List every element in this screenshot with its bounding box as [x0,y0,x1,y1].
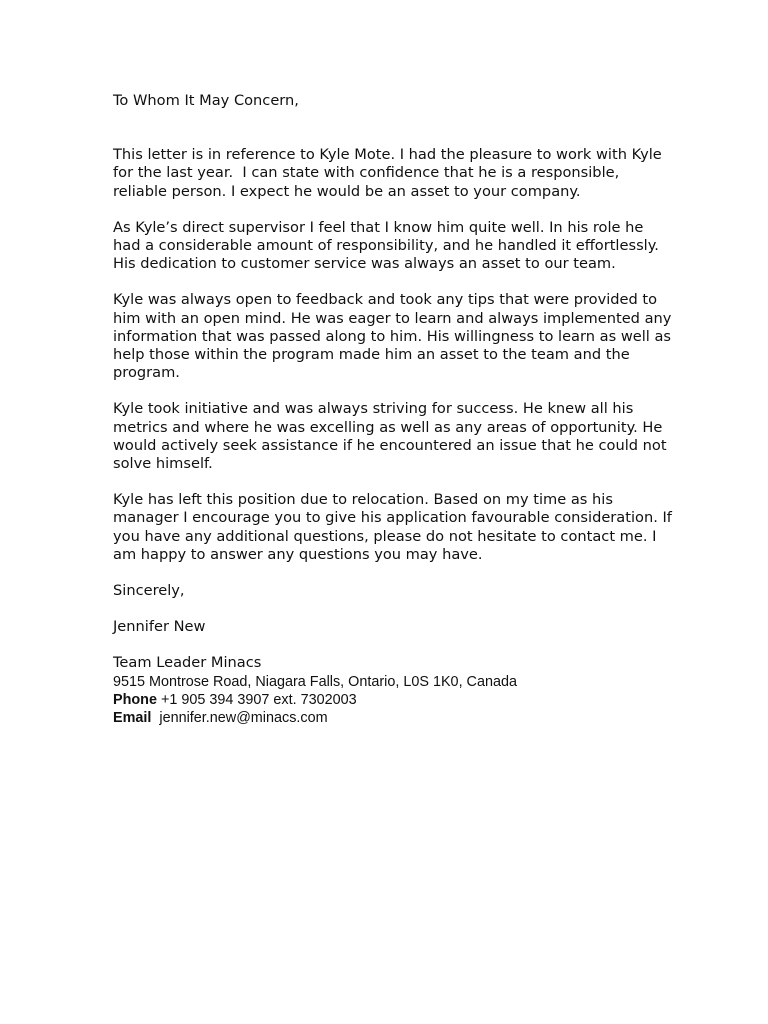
phone-line [113,691,673,709]
paragraph-relocation: Kyle has left this position due to relocation. Based on my time as his manager I encourage you to give his application favourable consideration. If you have any additional questions, please do not hesitate to contact me. I am happy to answer any questions you may have. [113,491,677,563]
email-value: jennifer.new@minacs.com [151,709,328,726]
paragraph-supervisor: As Kyle’s direct supervisor I feel that I know him quite well. In his role he had a considerable amount of responsibility, and he handled it effortlessly. His dedication to customer service was always an asset to our team. [113,218,664,273]
closing: Sincerely, [113,582,185,600]
phone-label: Phone [113,691,157,708]
signer-name: Jennifer New [113,618,206,636]
letter-body [113,92,677,727]
phone-value: +1 905 394 3907 ext. 7302003 [156,691,357,708]
address-line: 9515 Montrose Road, Niagara Falls, Ontario, L0S 1K0, Canada [113,673,517,690]
salutation: To Whom It May Concern, [113,92,299,109]
paragraph-feedback: Kyle was always open to feedback and took any tips that were provided to him with an open mind. He was eager to learn and always implemented any information that was passed along to him. His willingness to learn as well as help those within the program made him an asset to the team and the program. [113,291,677,382]
email-line [113,709,673,727]
paragraph-initiative: Kyle took initiative and was always striving for success. He knew all his metrics and where he was excelling as well as any areas of opportunity. He would actively seek assistance if he encountered an issue that he could not solve himself. [113,400,672,473]
signer-title: Team Leader Minacs [113,654,262,672]
email-label: Email [113,709,152,726]
paragraph-introduction: This letter is in reference to Kyle Mote. I had the pleasure to work with Kyle for the last year. I can state with confidence that he is a responsible, reliable person. I expect he would be an asset to your company. [113,146,667,200]
contact-block [113,673,673,727]
